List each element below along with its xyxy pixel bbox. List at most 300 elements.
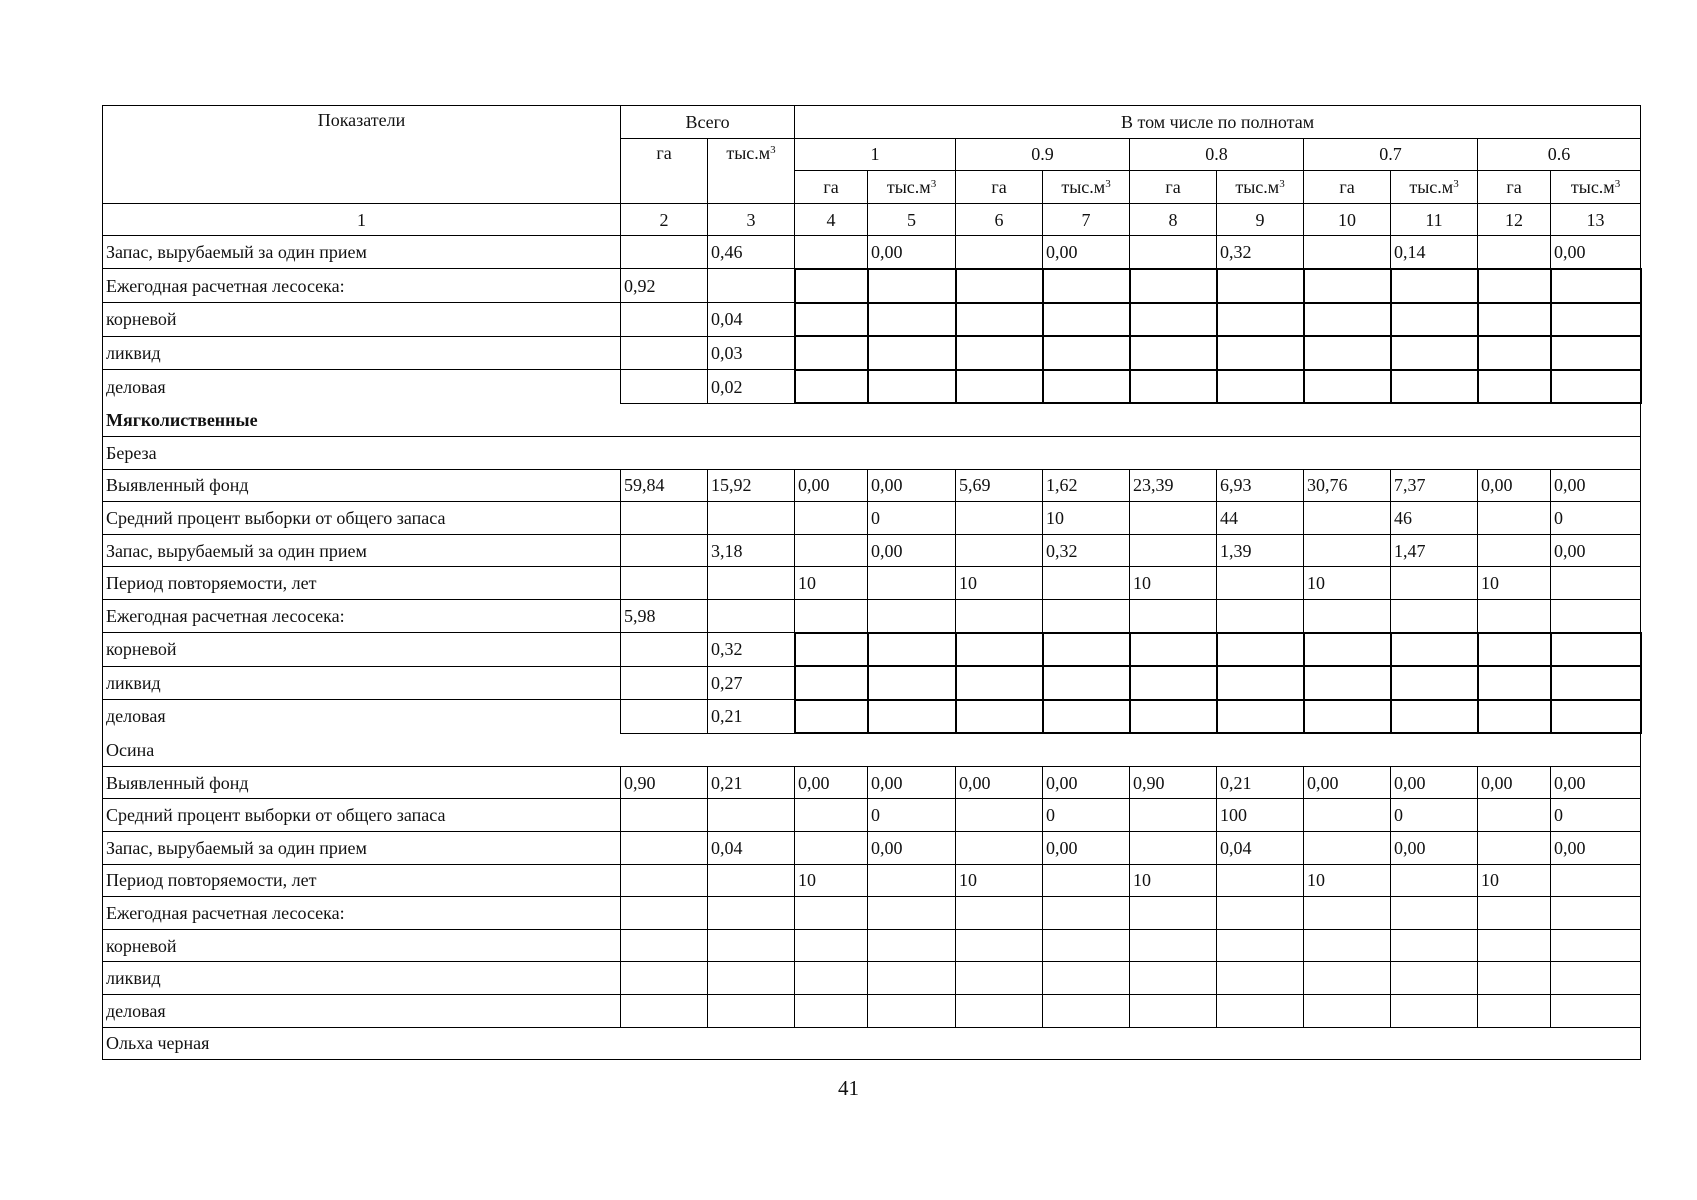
column-number: 9 (1217, 203, 1304, 236)
header-unit-ha: га (1130, 171, 1217, 204)
data-cell (956, 929, 1043, 962)
data-cell (1391, 303, 1478, 337)
data-cell: 0,03 (708, 336, 795, 370)
data-cell (708, 567, 795, 600)
data-cell (1304, 633, 1391, 667)
data-cell (1478, 502, 1551, 535)
row-label: Запас, вырубаемый за один прием (103, 236, 621, 269)
data-cell (621, 799, 708, 832)
data-cell (1130, 370, 1217, 404)
data-cell: 0 (1043, 799, 1130, 832)
data-cell (1551, 995, 1641, 1028)
data-cell (795, 666, 868, 700)
header-unit-m3 (1217, 171, 1304, 204)
data-cell: 0,00 (868, 534, 956, 567)
data-cell (1391, 897, 1478, 930)
data-cell (1478, 700, 1551, 734)
data-cell (956, 534, 1043, 567)
data-cell: 0,32 (1217, 236, 1304, 269)
data-cell (1478, 633, 1551, 667)
data-cell: 1,39 (1217, 534, 1304, 567)
data-cell (1391, 599, 1478, 632)
row-label: Средний процент выборки от общего запаса (103, 502, 621, 535)
data-cell: 0,00 (1551, 534, 1641, 567)
data-cell: 0,04 (708, 832, 795, 865)
column-number: 13 (1551, 203, 1641, 236)
table-row (103, 832, 1641, 865)
data-cell (621, 567, 708, 600)
data-cell (1391, 995, 1478, 1028)
data-cell: 0,02 (708, 370, 795, 404)
data-cell (621, 666, 708, 700)
table-row (103, 897, 1641, 930)
header-row-1 (103, 106, 1641, 139)
section-title: Осина (103, 733, 1641, 766)
table-row (103, 370, 1641, 404)
data-cell: 0,00 (1551, 236, 1641, 269)
data-cell: 1,47 (1391, 534, 1478, 567)
data-cell (1391, 666, 1478, 700)
data-cell: 0 (868, 502, 956, 535)
data-cell (1043, 567, 1130, 600)
data-cell: 5,98 (621, 599, 708, 632)
row-label: деловая (103, 370, 621, 404)
data-cell (1304, 502, 1391, 535)
row-label: Средний процент выборки от общего запаса (103, 799, 621, 832)
data-cell: 10 (1304, 864, 1391, 897)
forest-stock-table (102, 105, 1642, 1060)
data-cell (1043, 599, 1130, 632)
column-number: 2 (621, 203, 708, 236)
column-number: 7 (1043, 203, 1130, 236)
data-cell (956, 336, 1043, 370)
data-cell (1304, 666, 1391, 700)
data-cell (956, 236, 1043, 269)
data-cell (1551, 370, 1641, 404)
data-cell (1478, 370, 1551, 404)
data-cell (621, 236, 708, 269)
data-cell (621, 864, 708, 897)
data-cell: 59,84 (621, 469, 708, 502)
column-number: 8 (1130, 203, 1217, 236)
row-label: Ежегодная расчетная лесосека: (103, 599, 621, 632)
unit-text: тыс.м (1409, 176, 1454, 197)
data-cell: 7,37 (1391, 469, 1478, 502)
data-cell: 0,46 (708, 236, 795, 269)
data-cell (1304, 269, 1391, 303)
table-row (103, 962, 1641, 995)
data-cell (795, 962, 868, 995)
column-number-row (103, 203, 1641, 236)
data-cell (708, 929, 795, 962)
section-row (103, 403, 1641, 436)
data-cell (1043, 303, 1130, 337)
data-cell (956, 897, 1043, 930)
row-label: Период повторяемости, лет (103, 567, 621, 600)
data-cell (795, 370, 868, 404)
row-label: Выявленный фонд (103, 469, 621, 502)
data-cell (1217, 336, 1304, 370)
data-cell (621, 633, 708, 667)
data-cell: 10 (1130, 567, 1217, 600)
row-label: деловая (103, 700, 621, 734)
data-cell (1304, 832, 1391, 865)
data-cell (1130, 995, 1217, 1028)
column-number: 11 (1391, 203, 1478, 236)
data-cell (1391, 864, 1478, 897)
unit-text: тыс.м (886, 176, 931, 197)
data-cell (1478, 832, 1551, 865)
data-cell (1130, 534, 1217, 567)
data-cell (1130, 962, 1217, 995)
data-cell (621, 370, 708, 404)
column-number: 5 (868, 203, 956, 236)
data-cell (1130, 666, 1217, 700)
header-indicators: Показатели (103, 106, 621, 204)
data-cell (795, 929, 868, 962)
unit-superscript: 3 (1105, 177, 1111, 190)
data-cell (1304, 700, 1391, 734)
data-cell (1391, 962, 1478, 995)
data-cell: 0,00 (795, 766, 868, 799)
data-cell (1130, 929, 1217, 962)
data-cell (956, 269, 1043, 303)
data-cell (1551, 567, 1641, 600)
data-cell: 0,00 (868, 236, 956, 269)
data-cell (868, 633, 956, 667)
data-cell (1217, 666, 1304, 700)
data-cell (708, 864, 795, 897)
header-unit-ha: га (1478, 171, 1551, 204)
data-cell: 0 (1391, 799, 1478, 832)
data-cell (1217, 599, 1304, 632)
table-row (103, 864, 1641, 897)
data-cell (1304, 929, 1391, 962)
section-title: Береза (103, 436, 1641, 469)
data-cell (868, 666, 956, 700)
data-cell (1478, 799, 1551, 832)
data-cell (1043, 666, 1130, 700)
data-cell (1478, 303, 1551, 337)
data-cell (1217, 269, 1304, 303)
data-cell (956, 599, 1043, 632)
header-unit-m3 (1391, 171, 1478, 204)
data-cell (1130, 799, 1217, 832)
table-row (103, 336, 1641, 370)
data-cell: 0,00 (1551, 832, 1641, 865)
data-cell (795, 236, 868, 269)
data-cell (621, 303, 708, 337)
data-cell (708, 502, 795, 535)
header-total-m3 (708, 138, 795, 203)
data-cell: 10 (956, 864, 1043, 897)
header-density: 0.6 (1478, 138, 1641, 171)
data-cell (1551, 269, 1641, 303)
row-label: ликвид (103, 666, 621, 700)
data-cell (1217, 567, 1304, 600)
table-row (103, 599, 1641, 632)
table-row (103, 534, 1641, 567)
data-cell (1043, 700, 1130, 734)
data-cell: 0,00 (1478, 469, 1551, 502)
data-cell (956, 799, 1043, 832)
table-row (103, 469, 1641, 502)
unit-text: тыс.м (726, 142, 771, 163)
data-cell: 0,00 (1391, 832, 1478, 865)
data-cell: 10 (1043, 502, 1130, 535)
data-cell (1304, 236, 1391, 269)
data-cell: 10 (1478, 567, 1551, 600)
data-cell: 10 (795, 567, 868, 600)
data-cell (795, 502, 868, 535)
data-cell (1551, 700, 1641, 734)
table-row (103, 929, 1641, 962)
data-cell: 0,00 (1551, 469, 1641, 502)
data-cell (868, 929, 956, 962)
data-cell (868, 995, 956, 1028)
data-cell: 0,00 (1551, 766, 1641, 799)
data-cell: 0 (868, 799, 956, 832)
column-number: 6 (956, 203, 1043, 236)
data-cell (1391, 567, 1478, 600)
header-by-density: В том числе по полнотам (795, 106, 1641, 139)
data-cell (956, 700, 1043, 734)
data-cell (621, 502, 708, 535)
data-cell (1304, 962, 1391, 995)
row-label: Запас, вырубаемый за один прием (103, 832, 621, 865)
unit-superscript: 3 (770, 143, 776, 156)
data-cell (1478, 897, 1551, 930)
data-cell (956, 502, 1043, 535)
data-cell (1391, 700, 1478, 734)
data-cell (795, 633, 868, 667)
header-unit-ha: га (1304, 171, 1391, 204)
table-row (103, 995, 1641, 1028)
section-row (103, 733, 1641, 766)
data-cell (1043, 929, 1130, 962)
data-cell (1130, 303, 1217, 337)
header-density: 0.8 (1130, 138, 1304, 171)
data-cell (795, 832, 868, 865)
data-cell (868, 370, 956, 404)
section-title: Ольха черная (103, 1027, 1641, 1060)
data-cell (956, 370, 1043, 404)
row-label: Выявленный фонд (103, 766, 621, 799)
row-label: Период повторяемости, лет (103, 864, 621, 897)
data-cell: 0,00 (868, 832, 956, 865)
data-cell: 0,00 (1391, 766, 1478, 799)
data-cell (1478, 534, 1551, 567)
data-cell (1304, 799, 1391, 832)
data-cell (1478, 995, 1551, 1028)
data-cell: 44 (1217, 502, 1304, 535)
header-unit-m3 (868, 171, 956, 204)
data-cell (708, 897, 795, 930)
data-cell (1043, 995, 1130, 1028)
data-cell (868, 700, 956, 734)
data-cell: 0,90 (1130, 766, 1217, 799)
data-cell (956, 995, 1043, 1028)
data-cell (1130, 502, 1217, 535)
data-cell (1043, 864, 1130, 897)
data-cell: 10 (1304, 567, 1391, 600)
data-cell (1391, 269, 1478, 303)
header-unit-m3 (1043, 171, 1130, 204)
row-label: Ежегодная расчетная лесосека: (103, 269, 621, 303)
data-cell (1304, 897, 1391, 930)
data-cell (1217, 303, 1304, 337)
data-cell: 0,00 (1304, 766, 1391, 799)
data-cell (795, 995, 868, 1028)
data-cell (1304, 599, 1391, 632)
header-total-ha: га (621, 138, 708, 203)
data-cell (795, 303, 868, 337)
data-cell (868, 599, 956, 632)
section-row (103, 436, 1641, 469)
data-cell (956, 832, 1043, 865)
data-cell: 0 (1551, 502, 1641, 535)
data-cell (621, 832, 708, 865)
data-cell: 0,00 (1043, 236, 1130, 269)
data-cell (1130, 832, 1217, 865)
unit-superscript: 3 (930, 177, 937, 190)
data-cell (956, 666, 1043, 700)
data-cell: 0,00 (956, 766, 1043, 799)
section-title: Мягколиственные (103, 403, 1641, 436)
header-total: Всего (621, 106, 795, 139)
data-cell (708, 962, 795, 995)
header-density: 0.7 (1304, 138, 1478, 171)
header-unit-ha: га (956, 171, 1043, 204)
data-cell (1551, 897, 1641, 930)
data-cell (708, 995, 795, 1028)
data-cell (621, 700, 708, 734)
data-cell (795, 599, 868, 632)
data-cell (708, 599, 795, 632)
data-cell: 46 (1391, 502, 1478, 535)
data-cell (868, 336, 956, 370)
data-cell (1304, 370, 1391, 404)
header-unit-ha: га (795, 171, 868, 204)
data-cell (1217, 962, 1304, 995)
column-number: 3 (708, 203, 795, 236)
header-unit-m3 (1551, 171, 1641, 204)
data-cell (708, 799, 795, 832)
data-cell (621, 897, 708, 930)
data-cell: 3,18 (708, 534, 795, 567)
data-cell (621, 962, 708, 995)
data-cell: 0,21 (708, 766, 795, 799)
data-cell (1130, 599, 1217, 632)
row-label: ликвид (103, 962, 621, 995)
data-cell (868, 303, 956, 337)
data-cell (1478, 929, 1551, 962)
unit-superscript: 3 (1614, 177, 1621, 190)
data-cell (621, 929, 708, 962)
column-number: 10 (1304, 203, 1391, 236)
data-cell: 0,00 (1043, 832, 1130, 865)
data-cell (708, 269, 795, 303)
row-label: Ежегодная расчетная лесосека: (103, 897, 621, 930)
data-cell: 0,32 (1043, 534, 1130, 567)
data-cell (1551, 336, 1641, 370)
data-cell: 10 (1130, 864, 1217, 897)
data-cell (621, 534, 708, 567)
table-row (103, 700, 1641, 734)
data-cell: 0,14 (1391, 236, 1478, 269)
data-cell (868, 897, 956, 930)
data-cell (1043, 269, 1130, 303)
data-cell (1304, 303, 1391, 337)
data-cell (1551, 929, 1641, 962)
data-cell (1391, 336, 1478, 370)
data-cell: 5,69 (956, 469, 1043, 502)
row-label: корневой (103, 633, 621, 667)
page-number: 41 (838, 1076, 859, 1100)
data-cell: 0,92 (621, 269, 708, 303)
data-cell (1391, 633, 1478, 667)
data-cell (868, 962, 956, 995)
data-cell (621, 336, 708, 370)
column-number: 12 (1478, 203, 1551, 236)
data-cell (1217, 633, 1304, 667)
data-cell (1217, 370, 1304, 404)
row-label: деловая (103, 995, 621, 1028)
table-row (103, 269, 1641, 303)
data-cell: 100 (1217, 799, 1304, 832)
row-label: корневой (103, 303, 621, 337)
table-row (103, 766, 1641, 799)
data-cell: 0,32 (708, 633, 795, 667)
column-number: 1 (103, 203, 621, 236)
data-cell (1043, 897, 1130, 930)
data-cell (1551, 303, 1641, 337)
row-label: корневой (103, 929, 621, 962)
table-row (103, 666, 1641, 700)
data-cell (956, 633, 1043, 667)
table-row (103, 303, 1641, 337)
data-cell (1551, 666, 1641, 700)
data-cell (1130, 336, 1217, 370)
data-cell (1130, 700, 1217, 734)
data-cell: 0,21 (708, 700, 795, 734)
data-cell (1391, 929, 1478, 962)
data-cell (1217, 897, 1304, 930)
data-cell (795, 897, 868, 930)
data-cell (956, 962, 1043, 995)
unit-superscript: 3 (1453, 177, 1459, 190)
data-cell (795, 700, 868, 734)
data-cell: 10 (956, 567, 1043, 600)
data-cell (1478, 666, 1551, 700)
data-cell: 0,04 (1217, 832, 1304, 865)
data-cell (795, 799, 868, 832)
data-cell: 0,00 (795, 469, 868, 502)
data-cell (1304, 534, 1391, 567)
data-cell: 0 (1551, 799, 1641, 832)
data-cell: 0,27 (708, 666, 795, 700)
data-cell: 1,62 (1043, 469, 1130, 502)
table-row (103, 567, 1641, 600)
data-cell (1304, 995, 1391, 1028)
data-cell (1217, 864, 1304, 897)
section-row (103, 1027, 1641, 1060)
header-density: 1 (795, 138, 956, 171)
data-cell: 0,00 (868, 469, 956, 502)
data-cell (1551, 962, 1641, 995)
row-label: Запас, вырубаемый за один прием (103, 534, 621, 567)
data-cell (956, 303, 1043, 337)
